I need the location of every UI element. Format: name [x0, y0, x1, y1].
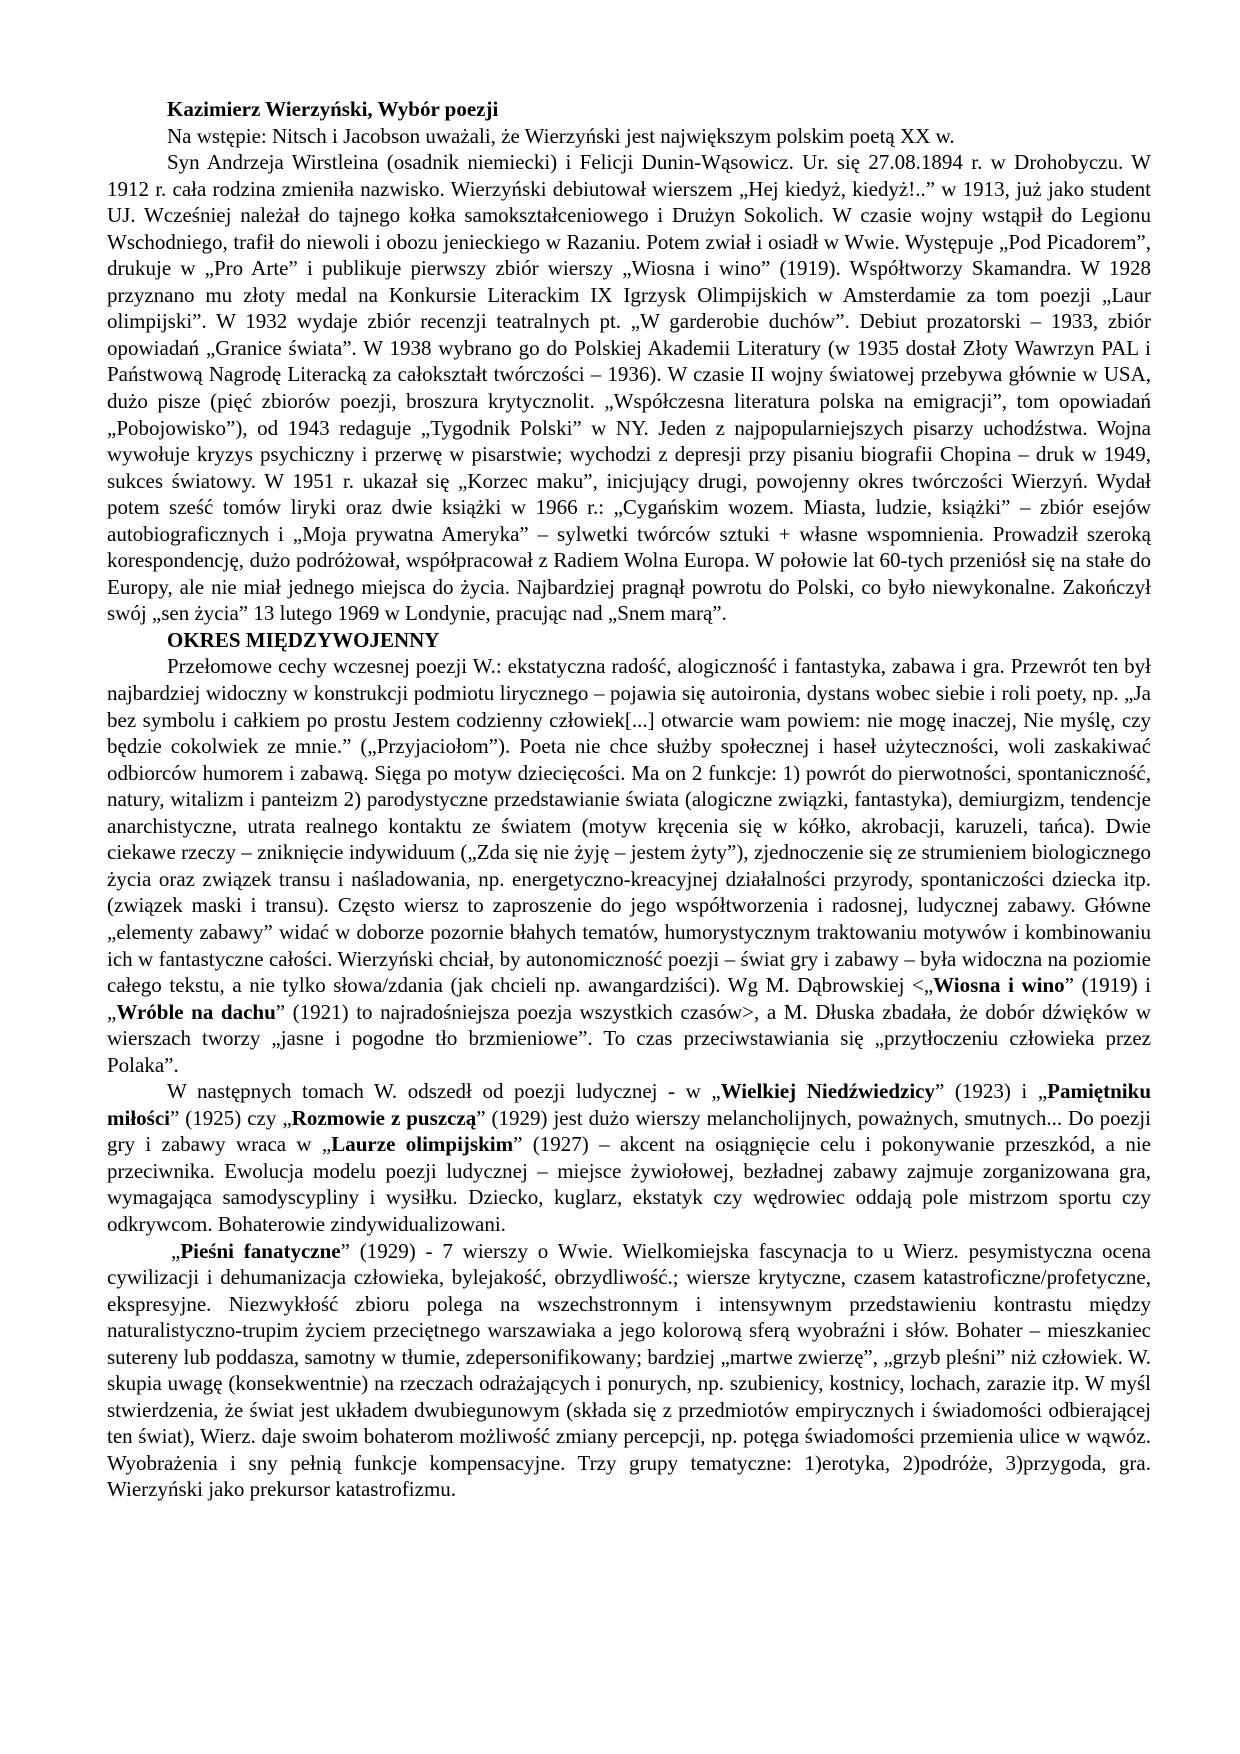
- paragraph-text: Przełomowe cechy wczesnej poezji W.: ekstatyczna radość, alogiczność i fantastyka, zabawa i gra. Przewrót ten był najbardziej widoczny w konstrukcji podmiotu lirycznego – pojawia się autoironia, dystans wobec siebie i roli poety, np. „Ja bez symbolu i całkiem po prostu Jestem codzienny człowiek[...] otwarcie wam powiem: nie mogę inaczej, Nie myślę, czy będzie cokolwiek ze mnie.” („Przyjaciołom”). Poeta nie chce służby społecznej i haseł użyteczności, woli zaskakiwać odbiorców humorem i zabawą. Sięga po motyw dziecięcości. Ma on 2 funkcje: 1) powrót do pierwotności, spontaniczność, natury, witalizm i panteizm 2) parodystyczne przedstawianie świata (alogiczne związki, fantastyka), demiurgizm, tendencje anarchistyczne, utrata realnego kontaktu ze światem (motyw kręcenia się w kółko, akrobacji, karuzeli, tańca). Dwie ciekawe rzeczy – zniknięcie indywiduum („Zda się nie żyję – jestem żyty”), zjednoczenie się ze strumieniem biologicznego życia oraz związek transu i naśladowania, np. energetyczno-kreacyjnej działalności przyrody, spontaniczości dziecka itp. (związek maski i transu). Często wiersz to zaproszenie do jego współtworzenia i radosnej, ludycznej zabawy. Główne „elementy zabawy” widać w doborze pozornie błahych tematów, humorystycznym traktowaniu motywów i kombinowaniu ich w fantastyczne całości. Wierzyński chciał, by autonomiczność poezji – świat gry i zabawy – była widoczna na poziomie całego tekstu, a nie tylko słowa/zdania (jak chcieli np. awangardziści). Wg M. Dąbrowskiej <„: [107, 654, 1151, 998]
- interwar-paragraph-2: [107, 1078, 1151, 1237]
- document-title: Kazimierz Wierzyński, Wybór poezji: [167, 97, 499, 121]
- paragraph-text: W następnych tomach W. odszedł od poezji ludycznej - w „: [167, 1079, 721, 1104]
- book-title-wielka-niedzwiedzica: Wielkiej Niedźwiedzicy: [720, 1079, 935, 1104]
- paragraph-text: „: [171, 1238, 181, 1263]
- book-title-rozmowa-z-puszcza: Rozmowie z puszczą: [291, 1105, 477, 1130]
- paragraph-text: ” (1929) - 7 wierszy o Wwie. Wielkomiejska fascynacja to u Wierz. pesymistyczna ocena cywilizacji i dehumanizacja człowieka, bylejakość, obrzydliwość.; wiersze krytyczne, czasem katastroficzne/profetyczne, ekspresyjne. Niezwykłość zbioru polega na wszechstronnym i intensywnym przedstawieniu kontrastu między naturalistyczno-trupim życiem przeciętnego warszawiaka a jego kolorową sferą wyobraźni i słów. Bohater – mieszkaniec sutereny lub poddasza, samotny w tłumie, zdepersonifikowany; bardziej „martwe zwierzę”, „grzyb pleśni” niż człowiek. W. skupia uwagę (konsekwentnie) na rzeczach odrażających i ponurych, np. szubienicy, kostnicy, lochach, zarazie itp. W myśl stwierdzenia, że świat jest układem dwubiegunowym (składa się z przedmiotów empirycznych i świadomości odbierającej ten świat), Wierz. daje swoim bohaterom możliwość zmiany percepcji, np. potęga świadomości przemienia ulice w wąwóz. Wyobrażenia i sny pełnią funkcje kompensacyjne. Trzy grupy tematyczne: 1)erotyka, 2)podróże, 3)przygoda, gra. Wierzyński jako prekursor katastrofizmu.: [107, 1238, 1151, 1502]
- book-title-wroble-na-dachu: Wróble na dachu: [116, 999, 276, 1024]
- book-title-laur-olimpijski: Laurze olimpijskim: [331, 1132, 514, 1157]
- interwar-paragraph-3: [107, 1238, 1151, 1503]
- paragraph-text: ” (1921) to najradośniejsza poezja wszystkich czasów>, a M. Dłuska zbadała, że dobór dźwięków w wierszach tworzy „jasne i pogodne tło brzmieniowe”. To czas przeciwstawiania się „przytłoczeniu człowieka przez Polaka”.: [107, 999, 1151, 1077]
- intro-paragraph: Na wstępie: Nitsch i Jacobson uważali, że Wierzyński jest największym polskim poetą XX w.: [167, 123, 955, 148]
- paragraph-text: ” (1929) jest dużo wierszy melancholijnych, poważnych, smutnych... Do poezji gry i zabawy wraca w „: [107, 1105, 1151, 1157]
- book-title-wiosna-i-wino: Wiosna i wino: [933, 973, 1065, 998]
- paragraph-text: ” (1925) czy „: [170, 1105, 292, 1130]
- document-page: [107, 96, 1151, 1503]
- paragraph-text: ” (1927) – akcent na osiągnięcie celu i pokonywanie przeszkód, a nie przeciwnika. Ewolucja modelu poezji ludycznej – miejsce żywiołowej, bezładnej zabawy zajmuje zorganizowana gra, wymagająca samodyscypliny i wysiłku. Dziecko, kuglarz, ekstatyk czy wędrowiec oddają pole mistrzom sportu czy odkrywcom. Bohaterowie zindywidualizowani.: [107, 1132, 1151, 1236]
- biography-paragraph: Syn Andrzeja Wirstleina (osadnik niemiecki) i Felicji Dunin-Wąsowicz. Ur. się 27.08.1894 r. w Drohobyczu. W 1912 r. cała rodzina zmieniła nazwisko. Wierzyński debiutował wierszem „Hej kiedyż, kiedyż!..” w 1913, już jako student UJ. Wcześniej należał do tajnego kołka samokształceniowego i Drużyn Sokolich. W czasie wojny wstąpił do Legionu Wschodniego, trafił do niewoli i obozu jenieckiego w Razaniu. Potem zwiał i osiadł w Wwie. Występuje „Pod Picadorem”, drukuje w „Pro Arte” i publikuje pierwszy zbiór wierszy „Wiosna i wino” (1919). Współtworzy Skamandra. W 1928 przyznano mu złoty medal na Konkursie Literackim IX Igrzysk Olimpijskich w Amsterdamie za tom poezji „Laur olimpijski”. W 1932 wydaje zbiór recenzji teatralnych pt. „W garderobie duchów”. Debiut prozatorski – 1933, zbiór opowiadań „Granice świata”. W 1938 wybrano go do Polskiej Akademii Literatury (w 1935 dostał Złoty Wawrzyn PAL i Państwową Nagrodę Literacką za całokształt twórczości – 1936). W czasie II wojny światowej przebywa głównie w USA, dużo pisze (pięć zbiorów poezji, broszura krytycznolit. „Współczesna literatura polska na emigracji”, tom opowiadań „Pobojowisko”), od 1943 redaguje „Tygodnik Polski” w NY. Jeden z najpopularniejszych pisarzy uchodźstwa. Wojna wywołuje kryzys psychiczny i przerwę w pisarstwie; wychodzi z depresji przy pisaniu biografii Chopina – druk w 1949, sukces światowy. W 1951 r. ukazał się „Korzec maku”, inicjujący drugi, powojenny okres twórczości Wierzyń. Wydał potem sześć tomów liryki oraz dwie książki w 1966 r.: „Cygańskim wozem. Miasta, ludzie, książki” – zbiór esejów autobiograficznych i „Moja prywatna Ameryka” – sylwetki twórców sztuki + własne wspomnienia. Prowadził szeroką korespondencję, dużo podróżował, współpracował z Radiem Wolna Europa. W połowie lat 60-tych przeniósł się na stałe do Europy, ale nie miał jednego miejsca do życia. Najbardziej pragnął powrotu do Polski, co było niewykonalne. Zakończył swój „sen życia” 13 lutego 1969 w Londynie, pracując nad „Snem marą”.: [107, 150, 1151, 626]
- book-title-pamietnik-milosci: Pamiętniku miłości: [107, 1079, 1151, 1130]
- interwar-paragraph-1: [107, 653, 1151, 1078]
- paragraph-text: ” (1919) i „: [107, 973, 1151, 1024]
- paragraph-text: ” (1923) i „: [935, 1079, 1048, 1104]
- book-title-piesni-fanatyczne: Pieśni fanatyczne: [180, 1238, 341, 1263]
- section-heading: OKRES MIĘDZYWOJENNY: [167, 627, 440, 652]
